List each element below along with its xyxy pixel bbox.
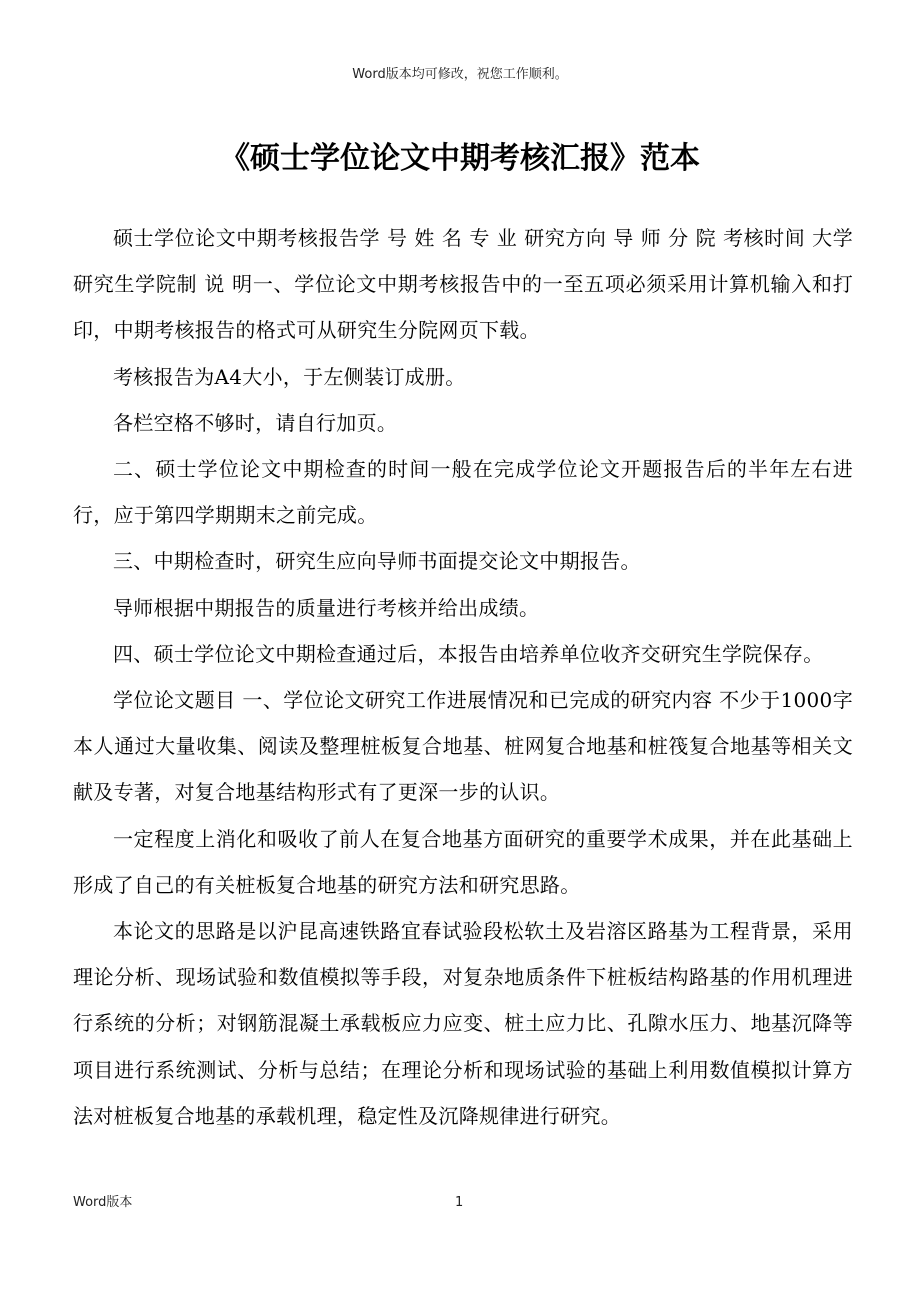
page-footer <box>73 1194 853 1214</box>
paragraph-10: 本论文的思路是以沪昆高速铁路宜春试验段松软土及岩溶区路基为工程背景，采用理论分析、现场试验和数值模拟等手段，对复杂地质条件下桩板结构路基的作用机理进行系统的分析；对钢筋混凝土承载板应力应变、桩土应力比、孔隙水压力、地基沉降等项目进行系统测试、分析与总结；在理论分析和现场试验的基础上利用数值模拟计算方法对桩板复合地基的承载机理，稳定性及沉降规律进行研究。 <box>73 919 853 1128</box>
paragraph-3: 各栏空格不够时，请自行加页。 <box>113 410 398 435</box>
paragraph-8: 学位论文题目 一、学位论文研究工作进展情况和已完成的研究内容 不少于1000字本人通过大量收集、阅读及整理桩板复合地基、桩网复合地基和桩筏复合地基等相关文献及专著，对复合地基结构形式有了更深一步的认识。 <box>73 688 853 805</box>
document-title: 《硕士学位论文中期考核汇报》范本 <box>220 141 700 176</box>
header-note: Word版本均可修改，祝您工作顺利。 <box>352 67 568 82</box>
paragraph-7: 四、硕士学位论文中期检查通过后，本报告由培养单位收齐交研究生学院保存。 <box>113 641 824 666</box>
page-header <box>0 66 920 84</box>
footer-label: Word版本 <box>73 1195 133 1210</box>
document-body <box>73 215 853 1139</box>
page-number: 1 <box>455 1195 464 1210</box>
paragraph-9: 一定程度上消化和吸收了前人在复合地基方面研究的重要学术成果，并在此基础上形成了自己的有关桩板复合地基的研究方法和研究思路。 <box>73 826 853 897</box>
paragraph-5: 三、中期检查时，研究生应向导师书面提交论文中期报告。 <box>113 549 641 574</box>
paragraph-2: 考核报告为A4大小，于左侧装订成册。 <box>113 364 466 389</box>
paragraph-4: 二、硕士学位论文中期检查的时间一般在完成学位论文开题报告后的半年左右进行，应于第四学期期末之前完成。 <box>73 457 853 528</box>
paragraph-1: 硕士学位论文中期考核报告学 号 姓 名 专 业 研究方向 导 师 分 院 考核时间 大学研究生学院制 说 明一、学位论文中期考核报告中的一至五项必须采用计算机输入和打印，中期考核报告的格式可从研究生分院网页下载。 <box>73 226 853 343</box>
paragraph-6: 导师根据中期报告的质量进行考核并给出成绩。 <box>113 595 540 620</box>
